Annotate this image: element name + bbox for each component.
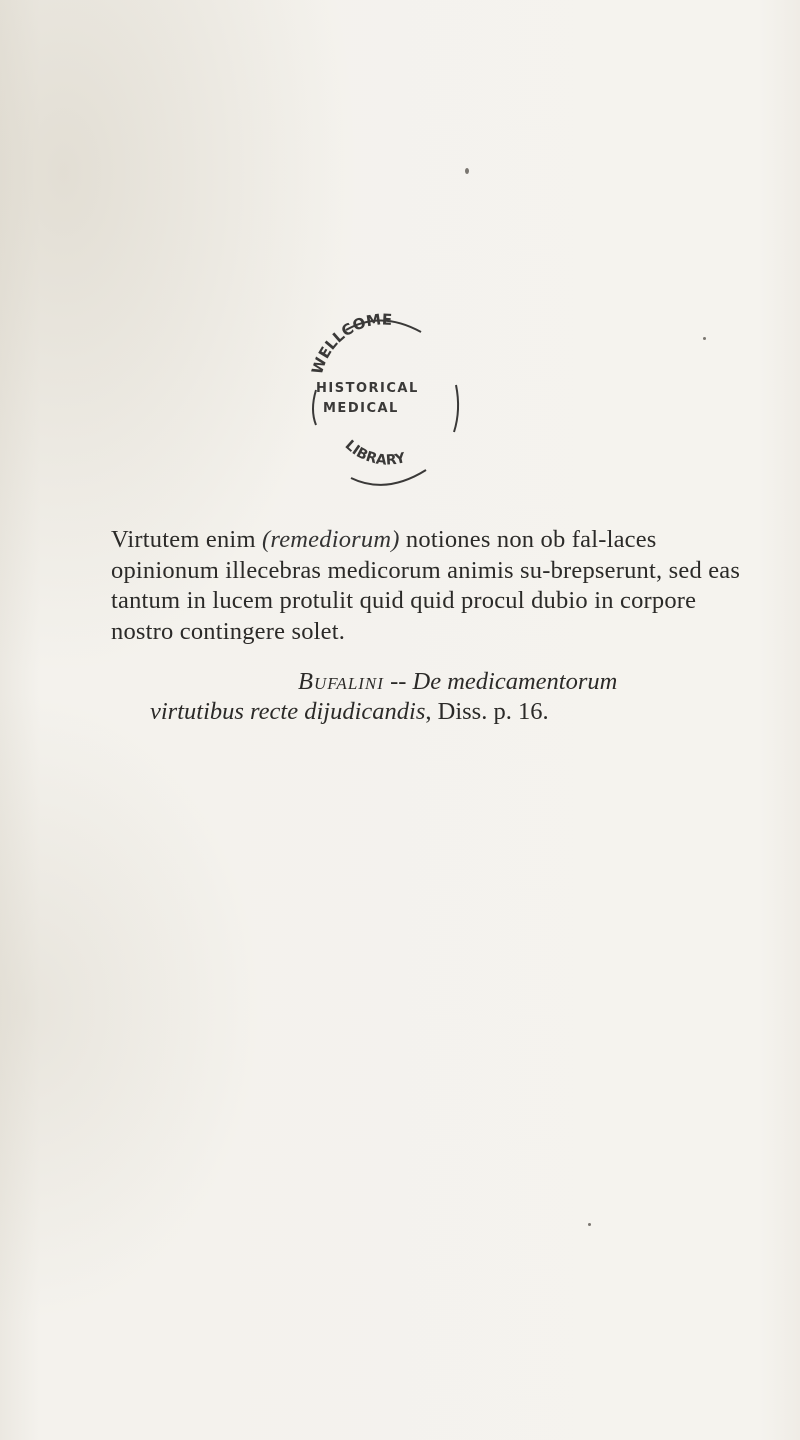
stamp-line-medical: MEDICAL bbox=[323, 401, 399, 416]
author-name: Bufalini bbox=[298, 668, 384, 695]
citation: , Diss. p. 16. bbox=[425, 698, 549, 725]
attribution-line-1 bbox=[150, 667, 750, 697]
work-title-part2: virtutibus recte dijudicandis bbox=[150, 698, 426, 725]
epigraph-text-before: Virtutem enim bbox=[111, 526, 263, 553]
library-stamp bbox=[296, 300, 466, 500]
epigraph-text-after: notiones non ob fal-laces opinionum illecebras medicorum animis su-brepserunt, sed eas tantum in lucem protulit quid quid procul dubio in corpore nostro contingere solet. bbox=[111, 526, 741, 645]
ink-speck bbox=[588, 1223, 591, 1226]
stamp-arc-bottom: LIBRARY bbox=[341, 437, 408, 469]
handwritten-insertion: (remediorum) bbox=[262, 526, 400, 553]
work-title-part1: De medicamentorum bbox=[412, 668, 618, 695]
attribution-separator: -- bbox=[383, 668, 413, 695]
attribution bbox=[150, 667, 750, 727]
epigraph bbox=[111, 525, 741, 647]
library-stamp-graphic bbox=[296, 300, 466, 500]
ink-speck bbox=[703, 337, 706, 340]
stamp-line-historical: HISTORICAL bbox=[316, 381, 419, 396]
attribution-line-2 bbox=[150, 697, 750, 727]
stamp-arc-top: WELLCOME bbox=[307, 310, 393, 377]
ink-speck bbox=[465, 168, 469, 174]
epigraph-paragraph bbox=[111, 525, 741, 647]
